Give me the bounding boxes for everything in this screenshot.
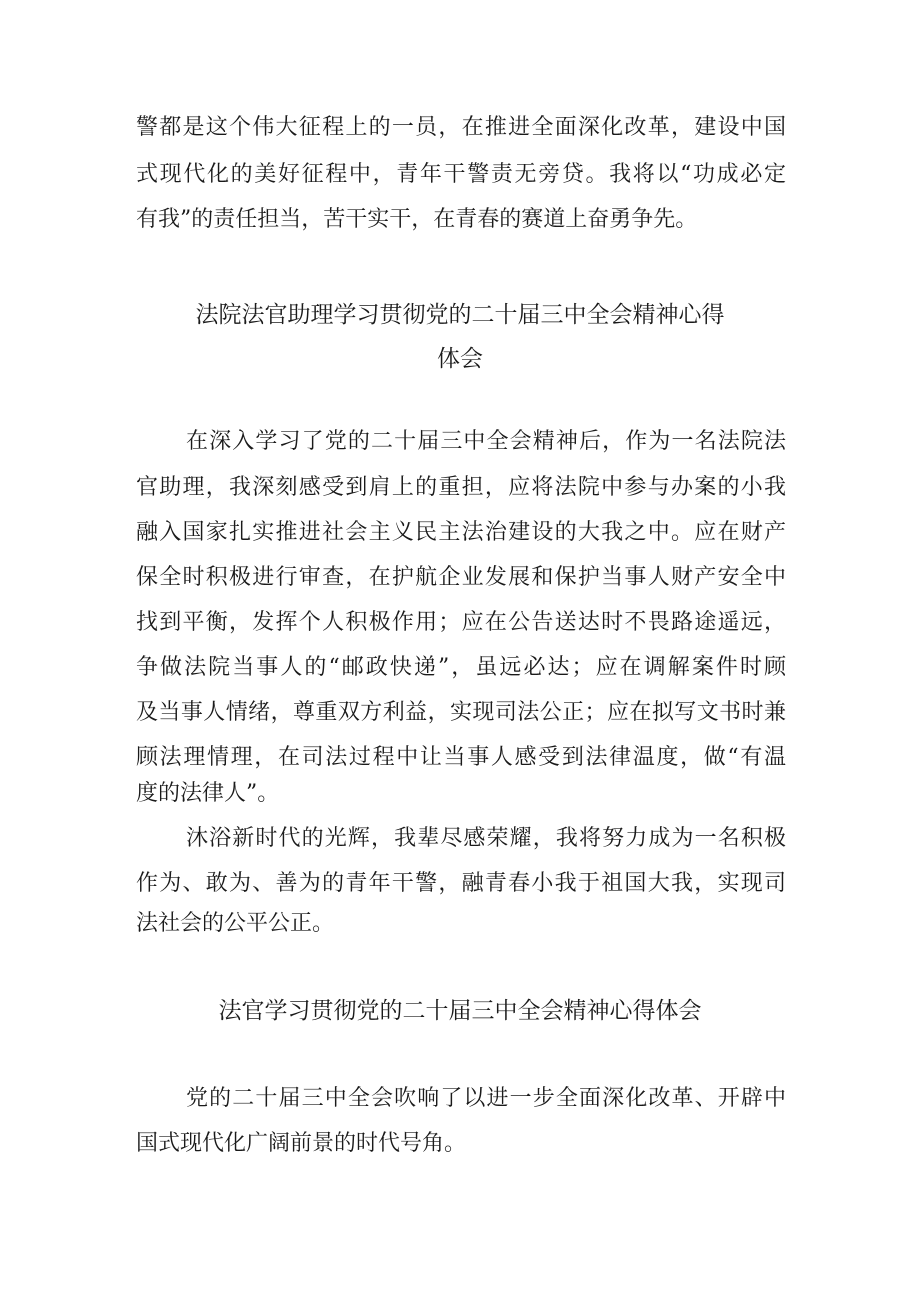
text-line: 顾法理情理，在司法过程中让当事人感受到法律温度，做“有温	[136, 745, 786, 770]
text-line: 国式现代化广阔前景的时代号角。	[136, 1131, 467, 1156]
article-2-title: 法官学习贯彻党的二十届三中全会精神心得体会	[218, 998, 702, 1024]
article-1-title-line-2: 体会	[437, 346, 483, 372]
text-line: 度的法律人”。	[136, 781, 280, 806]
text-line: 争做法院当事人的“邮政快递”，虽远必达；应在调解案件时顾	[136, 655, 786, 680]
text-line: 作为、敢为、善为的青年干警，融青春小我于祖国大我，实现司	[136, 871, 786, 896]
text-line: 找到平衡，发挥个人积极作用；应在公告送达时不畏路途遥远，	[136, 610, 786, 635]
text-line: 式现代化的美好征程中，青年干警责无旁贷。我将以“功成必定	[136, 162, 786, 187]
text-line: 保全时积极进行审查，在护航企业发展和保护当事人财产安全中	[136, 565, 786, 590]
article-1-title-line-1: 法院法官助理学习贯彻党的二十届三中全会精神心得	[195, 302, 725, 328]
text-line: 沐浴新时代的光辉，我辈尽感荣耀，我将努力成为一名积极	[186, 826, 786, 851]
text-line: 融入国家扎实推进社会主义民主法治建设的大我之中。应在财产	[136, 520, 786, 545]
text-line: 警都是这个伟大征程上的一员，在推进全面深化改革，建设中国	[136, 115, 786, 140]
text-line: 法社会的公平公正。	[136, 911, 335, 936]
text-line: 党的二十届三中全会吹响了以进一步全面深化改革、开辟中	[186, 1086, 786, 1111]
text-line: 及当事人情绪，尊重双方利益，实现司法公正；应在拟写文书时兼	[136, 700, 786, 725]
text-line: 有我”的责任担当，苦干实干，在青春的赛道上奋勇争先。	[136, 207, 698, 232]
text-line: 官助理，我深刻感受到肩上的重担，应将法院中参与办案的小我	[136, 475, 786, 500]
text-line: 在深入学习了党的二十届三中全会精神后，作为一名法院法	[186, 429, 786, 454]
